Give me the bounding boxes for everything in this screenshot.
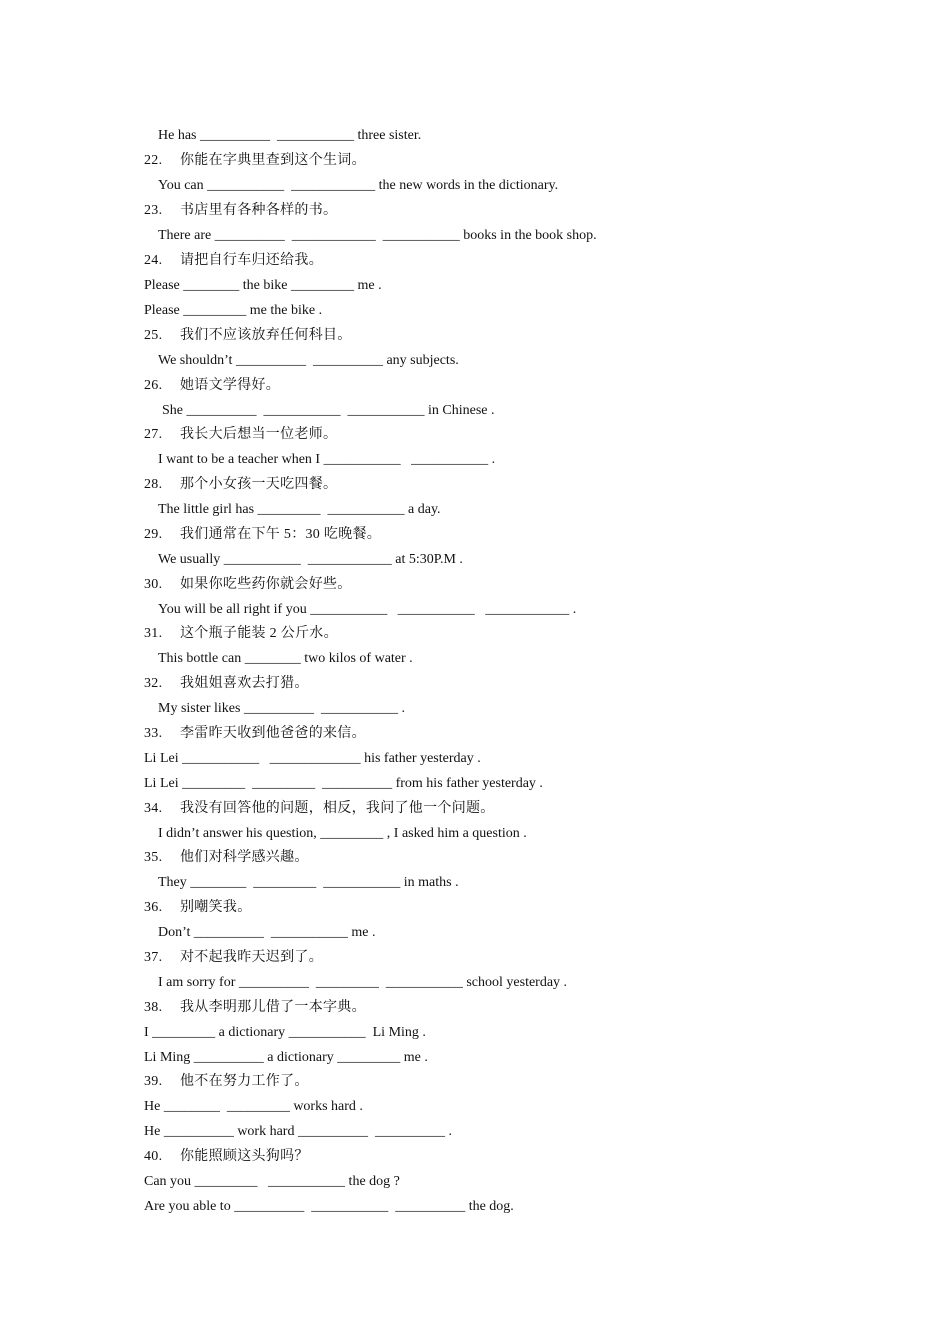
answer-line-25: We shouldn’t __________ __________ any subjects. bbox=[158, 353, 459, 368]
answer-line-38a: I _________ a dictionary ___________ Li Ming . bbox=[144, 1025, 426, 1040]
question-number: 23. bbox=[144, 203, 163, 218]
question-text: 你能在字典里查到这个生词。 bbox=[180, 153, 366, 168]
question-number: 37. bbox=[144, 950, 163, 965]
question-28 bbox=[144, 473, 904, 497]
question-37 bbox=[144, 946, 904, 970]
answer-line-24a: Please ________ the bike _________ me . bbox=[144, 278, 382, 293]
question-31 bbox=[144, 622, 904, 646]
question-33 bbox=[144, 722, 904, 746]
question-number: 39. bbox=[144, 1074, 163, 1089]
question-number: 33. bbox=[144, 726, 163, 741]
answer-line-34: I didn’t answer his question, _________ , I asked him a question . bbox=[158, 826, 527, 841]
question-number: 34. bbox=[144, 801, 163, 816]
question-32 bbox=[144, 672, 904, 696]
question-30 bbox=[144, 573, 904, 597]
question-text: 她语文学得好。 bbox=[180, 378, 281, 393]
question-number: 26. bbox=[144, 378, 163, 393]
answer-line-21: He has __________ ___________ three sister. bbox=[158, 128, 422, 143]
question-35 bbox=[144, 846, 904, 870]
question-25 bbox=[144, 324, 904, 348]
question-22 bbox=[144, 149, 904, 173]
question-number: 28. bbox=[144, 477, 163, 492]
question-text: 这个瓶子能装 2 公斤水。 bbox=[180, 626, 338, 641]
question-36 bbox=[144, 896, 904, 920]
question-24 bbox=[144, 249, 904, 273]
question-number: 22. bbox=[144, 153, 163, 168]
question-text: 他不在努力工作了。 bbox=[180, 1074, 309, 1089]
question-number: 24. bbox=[144, 253, 163, 268]
question-number: 35. bbox=[144, 850, 163, 865]
question-23 bbox=[144, 199, 904, 223]
answer-line-38b: Li Ming __________ a dictionary _________ me . bbox=[144, 1050, 428, 1065]
answer-line-36: Don’t __________ ___________ me . bbox=[158, 925, 376, 940]
answer-line-33b: Li Lei _________ _________ __________ from his father yesterday . bbox=[144, 776, 543, 791]
answer-line-28: The little girl has _________ ___________ a day. bbox=[158, 502, 441, 517]
question-text: 请把自行车归还给我。 bbox=[180, 253, 323, 268]
question-text: 我长大后想当一位老师。 bbox=[180, 427, 338, 442]
question-number: 27. bbox=[144, 427, 163, 442]
question-text: 别嘲笑我。 bbox=[180, 900, 252, 915]
answer-line-30: You will be all right if you ___________ ___________ ____________ . bbox=[158, 602, 577, 617]
question-text: 书店里有各种各样的书。 bbox=[180, 203, 338, 218]
question-40 bbox=[144, 1145, 904, 1169]
question-26 bbox=[144, 374, 904, 398]
question-text: 我姐姐喜欢去打猎。 bbox=[180, 676, 309, 691]
question-number: 29. bbox=[144, 527, 163, 542]
question-text: 我从李明那儿借了一本字典。 bbox=[180, 1000, 366, 1015]
answer-line-26: She __________ ___________ ___________ in Chinese . bbox=[162, 403, 495, 418]
question-text: 我们通常在下午 5：30 吃晚餐。 bbox=[180, 527, 382, 542]
answer-line-24b: Please _________ me the bike . bbox=[144, 303, 323, 318]
question-text: 我没有回答他的问题，相反，我问了他一个问题。 bbox=[180, 801, 495, 816]
question-text: 对不起我昨天迟到了。 bbox=[180, 950, 323, 965]
question-number: 30. bbox=[144, 577, 163, 592]
question-text: 那个小女孩一天吃四餐。 bbox=[180, 477, 338, 492]
question-text: 如果你吃些药你就会好些。 bbox=[180, 577, 352, 592]
answer-line-23: There are __________ ____________ ___________ books in the book shop. bbox=[158, 228, 597, 243]
answer-line-40b: Are you able to __________ ___________ __________ the dog. bbox=[144, 1199, 514, 1214]
answer-line-35: They ________ _________ ___________ in maths . bbox=[158, 875, 459, 890]
question-text: 他们对科学感兴趣。 bbox=[180, 850, 309, 865]
question-number: 31. bbox=[144, 626, 163, 641]
answer-line-27: I want to be a teacher when I ___________ ___________ . bbox=[158, 452, 496, 467]
answer-line-32: My sister likes __________ ___________ . bbox=[158, 701, 405, 716]
question-number: 38. bbox=[144, 1000, 163, 1015]
answer-line-37: I am sorry for __________ _________ ___________ school yesterday . bbox=[158, 975, 568, 990]
question-39 bbox=[144, 1070, 904, 1094]
answer-line-22: You can ___________ ____________ the new words in the dictionary. bbox=[158, 178, 559, 193]
question-29 bbox=[144, 523, 904, 547]
question-38 bbox=[144, 996, 904, 1020]
question-number: 25. bbox=[144, 328, 163, 343]
question-number: 36. bbox=[144, 900, 163, 915]
answer-line-40a: Can you _________ ___________ the dog ? bbox=[144, 1174, 400, 1189]
question-number: 40. bbox=[144, 1149, 163, 1164]
answer-line-33a: Li Lei ___________ _____________ his father yesterday . bbox=[144, 751, 481, 766]
question-text: 你能照顾这头狗吗？ bbox=[180, 1149, 309, 1164]
question-text: 我们不应该放弃任何科目。 bbox=[180, 328, 352, 343]
question-34 bbox=[144, 797, 904, 821]
question-text: 李雷昨天收到他爸爸的来信。 bbox=[180, 726, 366, 741]
answer-line-39b: He __________ work hard __________ __________ . bbox=[144, 1124, 452, 1139]
answer-line-39a: He ________ _________ works hard . bbox=[144, 1099, 363, 1114]
question-27 bbox=[144, 423, 904, 447]
answer-line-29: We usually ___________ ____________ at 5:30P.M . bbox=[158, 552, 463, 567]
question-number: 32. bbox=[144, 676, 163, 691]
answer-line-31: This bottle can ________ two kilos of water . bbox=[158, 651, 413, 666]
